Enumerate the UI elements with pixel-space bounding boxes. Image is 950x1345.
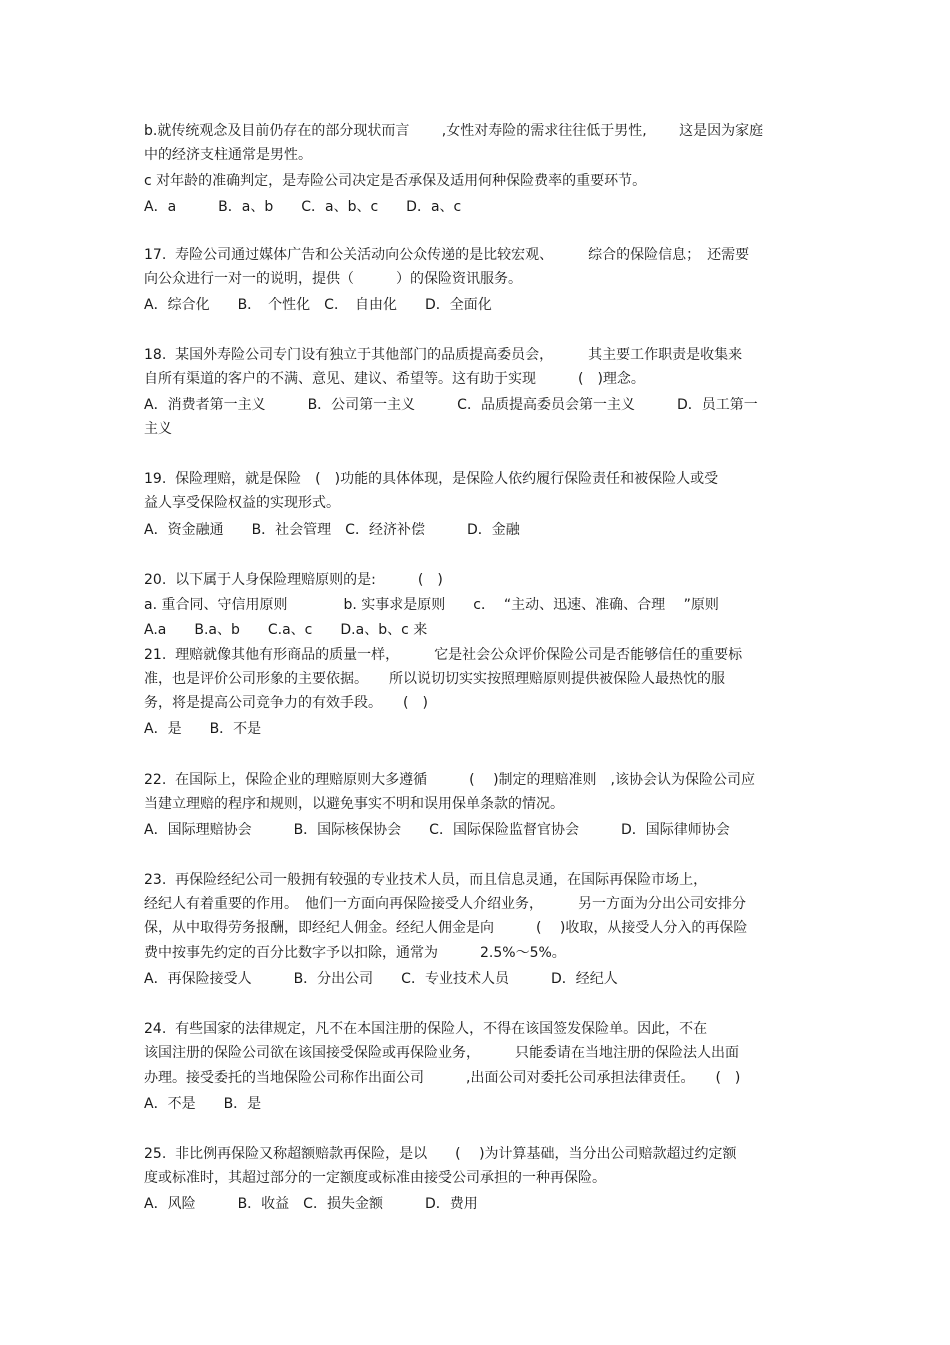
answer-options: A．综合化 B． 个性化 C． 自由化 D．全面化: [144, 297, 492, 313]
text-line: 准，也是评价公司形象的主要依据。 所以说切切实实按照理赔原则提供被保险人最热忱的服: [144, 671, 725, 687]
text-line: 经纪人有着重要的作用。 他们一方面向再保险接受人介绍业务， 另一方面为分出公司安排分: [144, 896, 746, 912]
answer-options: A．风险 B．收益 C．损失金额 D．费用: [144, 1196, 478, 1212]
text-line: 中的经济支柱通常是男性。: [144, 147, 312, 163]
text-line: 该国注册的保险公司欲在该国接受保险或再保险业务， 只能委请在当地注册的保险法人出面: [144, 1045, 739, 1061]
text-line: 保，从中取得劳务报酬，即经纪人佣金。经纪人佣金是向 ( )收取，从接受人分入的再保险: [144, 920, 748, 936]
answer-options: A．国际理赔协会 B．国际核保协会 C．国际保险监督官协会 D．国际律师协会: [144, 822, 730, 838]
text-line: 向公众进行一对一的说明，提供（ ）的保险资讯服务。: [144, 271, 522, 287]
question-23: 23. 再保险经纪公司一般拥有较强的专业技术人员，而且信息灵通，在国际再保险市场上，: [144, 872, 708, 888]
text-line: 费中按事先约定的百分比数字予以扣除，通常为 2.5%～5%。: [144, 945, 566, 961]
answer-options: A．不是 B．是: [144, 1096, 262, 1112]
text-line: b.就传统观念及目前仍存在的部分现状而言 ,女性对寿险的需求往往低于男性, 这是因为家庭: [144, 123, 764, 139]
question-21: 21. 理赔就像其他有形商品的质量一样， 它是社会公众评价保险公司是否能够信任的重要标: [144, 647, 743, 663]
question-22: 22. 在国际上，保险企业的理赔原则大多遵循 ( )制定的理赔准则 ,该协会认为保险公司应: [144, 772, 755, 788]
question-24: 24. 有些国家的法律规定，凡不在本国注册的保险人，不得在该国签发保险单。因此，不在: [144, 1021, 708, 1037]
question-25: 25. 非比例再保险又称超额赔款再保险，是以 ( )为计算基础，当分出公司赔款超过约定额: [144, 1146, 737, 1162]
question-18: 18. 某国外寿险公司专门设有独立于其他部门的品质提高委员会， 其主要工作职责是收集来: [144, 347, 743, 363]
question-17: 17. 寿险公司通过媒体广告和公关活动向公众传递的是比较宏观、 综合的保险信息； 还需要: [144, 247, 750, 263]
answer-options: A．a B．a、b C．a、b、c D．a、c: [144, 199, 462, 215]
text-line: 度或标准时，其超过部分的一定额度或标准由接受公司承担的一种再保险。: [144, 1170, 606, 1186]
answer-options: A．再保险接受人 B．分出公司 C．专业技术人员 D．经纪人: [144, 971, 618, 987]
answer-options: A．资金融通 B．社会管理 C．经济补偿 D．金融: [144, 522, 520, 538]
text-line: 益人享受保险权益的实现形式。: [144, 495, 340, 511]
answer-options: A.a B.a、b C.a、c D.a、b、c 来: [144, 622, 428, 638]
question-19: 19. 保险理赔，就是保险 ( )功能的具体体现，是保险人依约履行保险责任和被保险人或受: [144, 471, 719, 487]
text-line: a. 重合同、守信用原则 b. 实事求是原则 c． “主动、迅速、准确、合理 ”原则: [144, 597, 719, 613]
answer-options: A．是 B．不是: [144, 721, 262, 737]
text-line: 务，将是提高公司竞争力的有效手段。 ( ): [144, 695, 428, 711]
answer-options: A．消费者第一主义 B．公司第一主义 C．品质提高委员会第一主义 D．员工第一: [144, 397, 758, 413]
question-20: 20. 以下属于人身保险理赔原则的是: ( ): [144, 572, 443, 588]
text-line: 办理。接受委托的当地保险公司称作出面公司 ,出面公司对委托公司承担法律责任。 ( ): [144, 1070, 741, 1086]
text-line: c 对年龄的准确判定，是寿险公司决定是否承保及适用何种保险费率的重要环节。: [144, 173, 647, 189]
text-line: 自所有渠道的客户的不满、意见、建议、希望等。这有助于实现 ( )理念。: [144, 371, 645, 387]
text-line: 当建立理赔的程序和规则，以避免事实不明和误用保单条款的情况。: [144, 796, 564, 812]
text-line: 主义: [144, 421, 172, 437]
